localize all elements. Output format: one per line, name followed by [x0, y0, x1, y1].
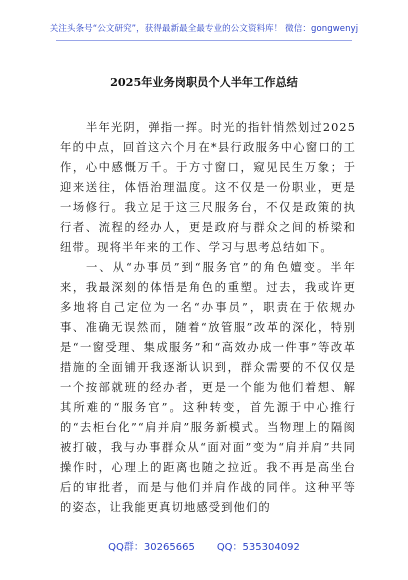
header-divider [56, 40, 352, 41]
paragraph-section-one: 一、从“办事员”到“服务官”的角色嬗变。半年来，我最深刻的体悟是角色的重塑。过去，我或许更多地将自己定位为一名“办事员”，职责在于依规办事、准确无误然而，随着“放管服”改革的深化，特别是“一窗受理、集成服务”和“高效办成一件事”等改革措施的全面铺开我逐渐认识到，群众需要的不仅仅是一个按部就班的经办者，更是一个能为他们着想、解其所难的“服务官”。这种转变，首先源于中心推行的“去柜台化”“肩并肩”服务新模式。当物理上的隔阂被打破，我与办事群众从“面对面”变为“肩并肩”共同操作时，心理上的距离也随之拉近。我不再是高坐台后的审批者，而是与他们并肩作战的同伴。这种平等的姿态，让我能更真切地感受到他们的 [60, 261, 356, 514]
paragraph-intro: 半年光阴，弹指一挥。时光的指针悄然划过2025年的中点，回首这六个月在*县行政服务中心窗口的工作，心中感慨万千。于方寸窗口，窥见民生万象；于迎来送往，体悟治理温度。这不仅是一份职业，更是一场修行。我立足于这三尺服务台，不仅是政策的执行者、流程的经办人，更是政府与群众之间的桥梁和纽带。现将半年来的工作、学习与思考总结如下。 [60, 121, 356, 254]
footer-contact [0, 538, 408, 553]
footer-qq-group: QQ群：30265665 [108, 542, 195, 553]
document-body [60, 118, 356, 518]
header-promo-note: 关注头条号“公文研究”，获得最新最全最专业的公文资料库！ 微信：gongwenyj [49, 24, 359, 34]
document-title: 2025年业务岗职员个人半年工作总结 [110, 75, 298, 89]
footer-qq: QQ：535304092 [216, 542, 300, 553]
